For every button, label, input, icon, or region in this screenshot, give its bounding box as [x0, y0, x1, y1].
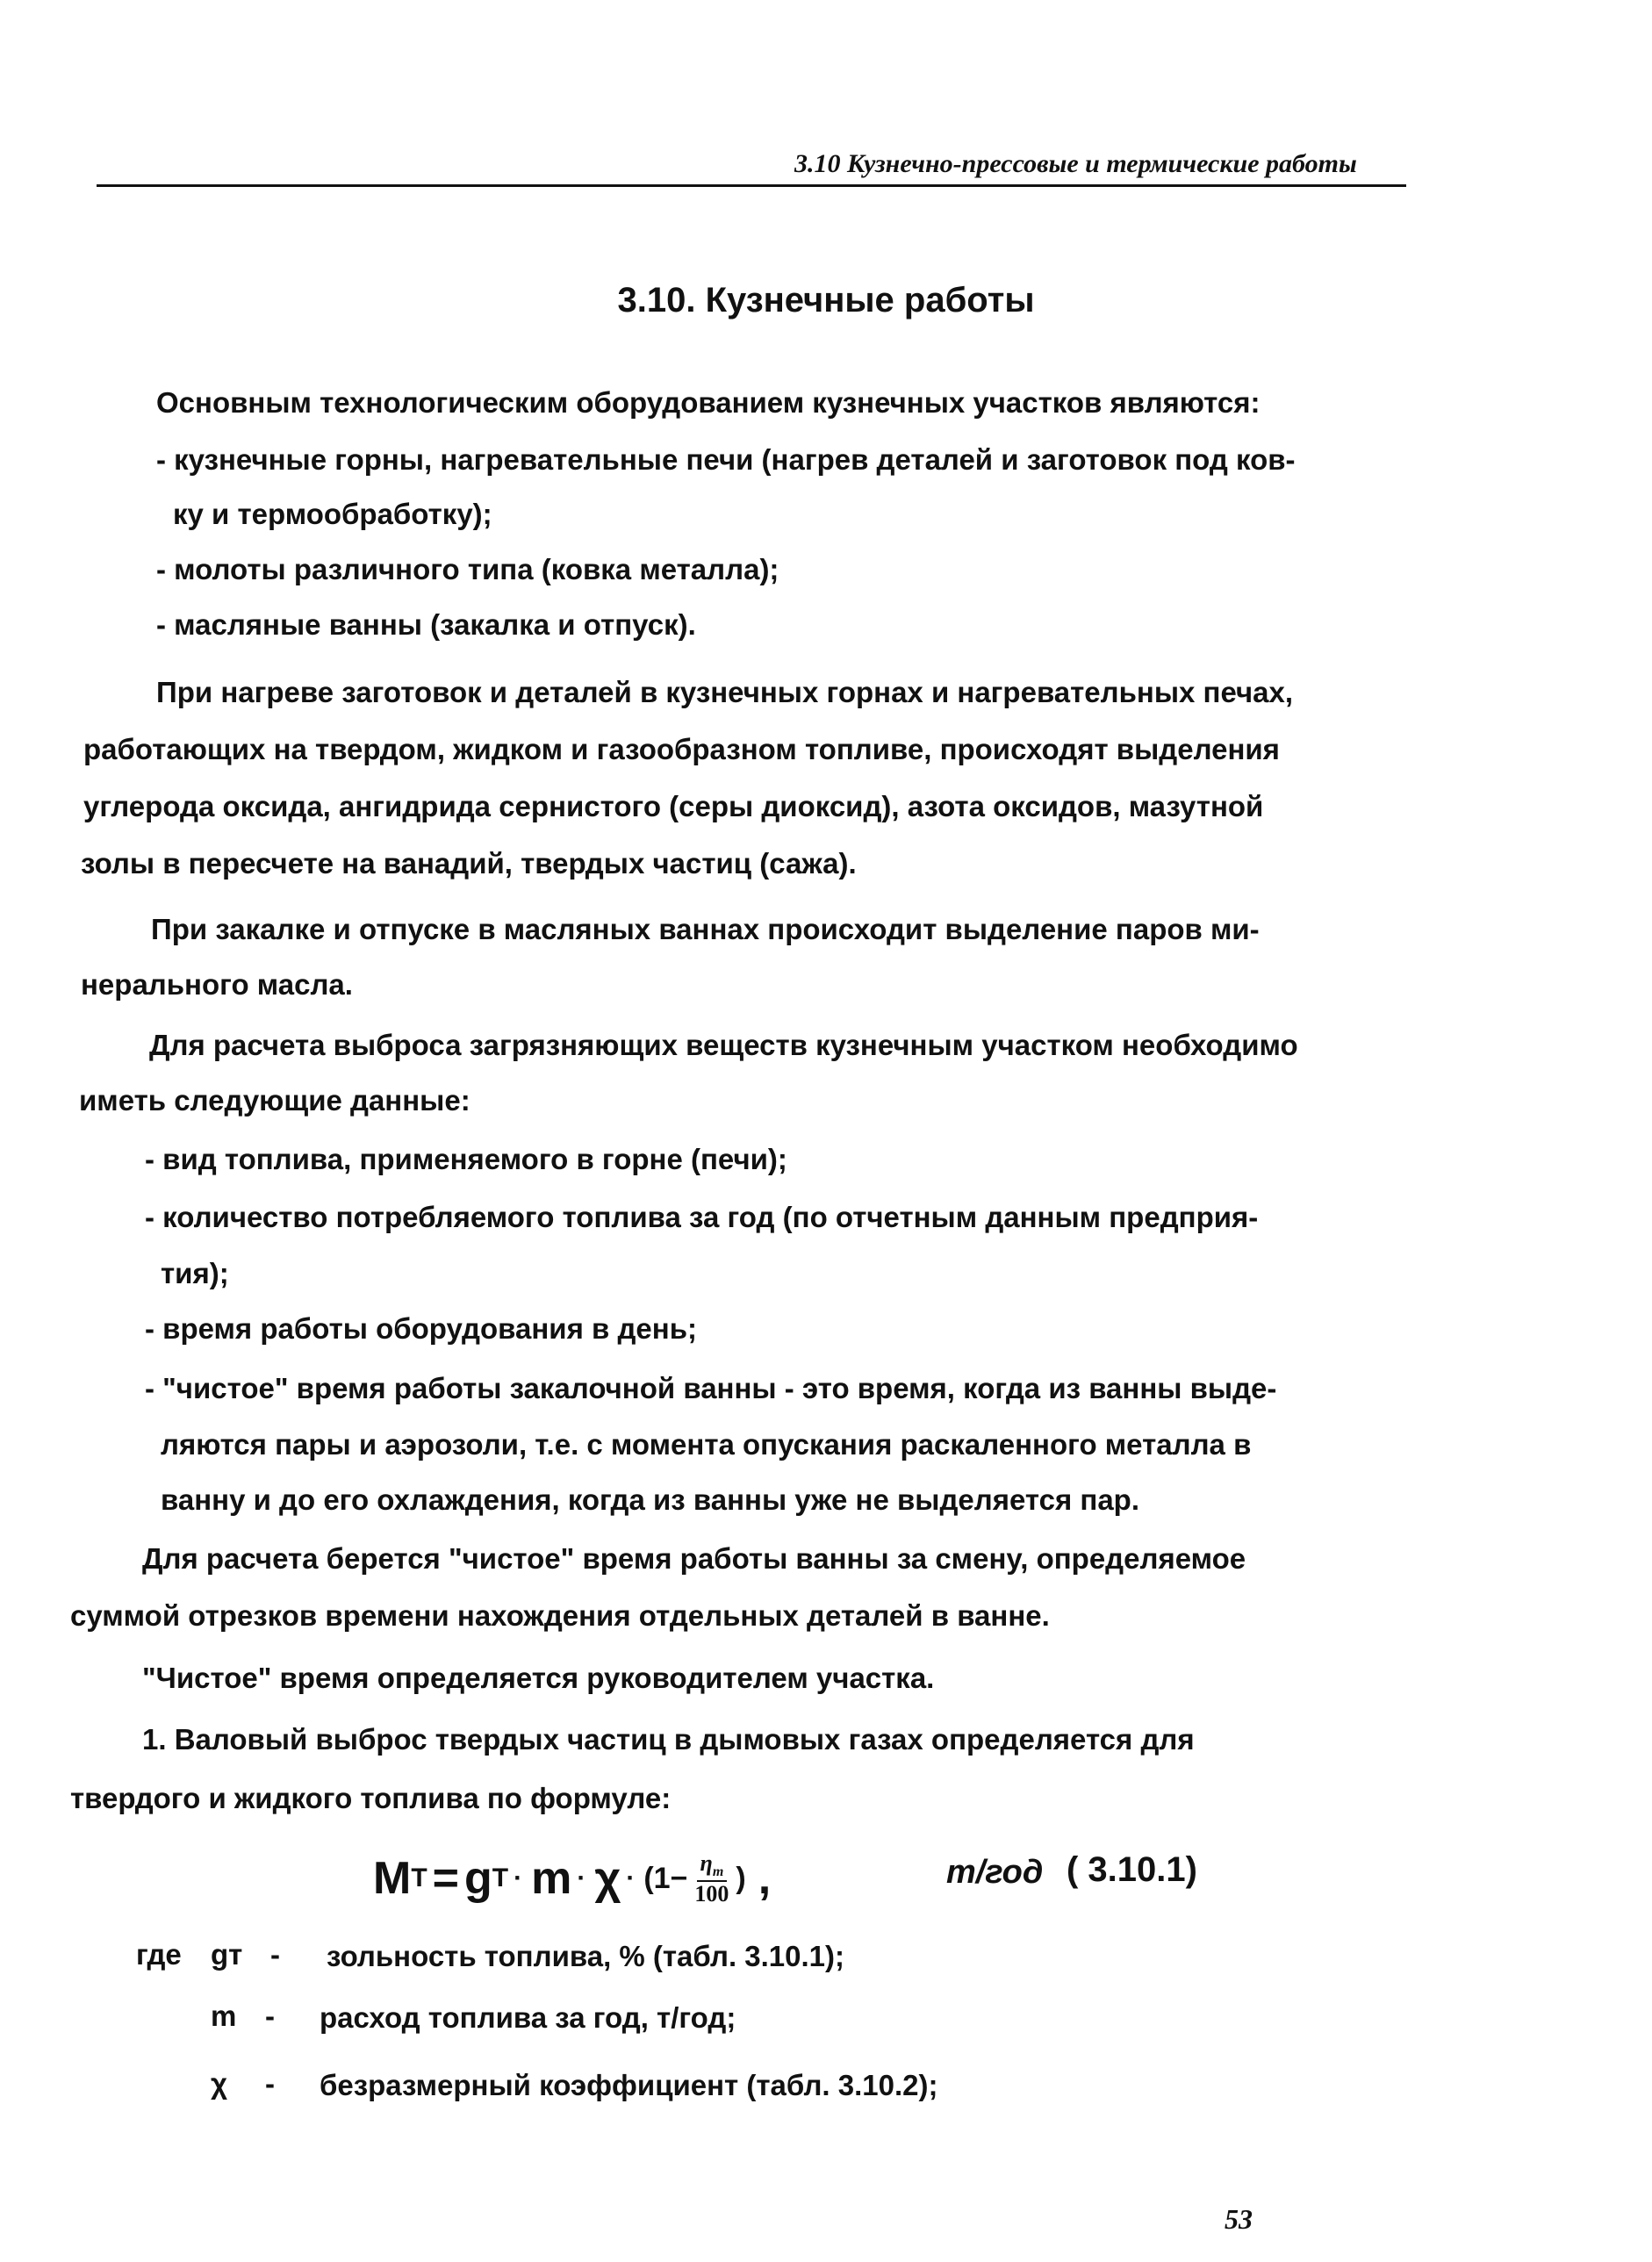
text-line: Для расчета берется "чистое" время работы ванны за смену, определяемое: [142, 1542, 1246, 1575]
text-line: Основным технологическим оборудованием кузнечных участков являются:: [156, 386, 1261, 419]
definition-symbol: gт: [211, 1938, 243, 1971]
formula-fraction: [691, 1851, 732, 1906]
text-line: - количество потребляемого топлива за год (по отчетным данным предприя-: [145, 1201, 1259, 1233]
text-line: При нагреве заготовок и деталей в кузнечных горнах и нагревательных печах,: [156, 676, 1294, 708]
fraction-denominator: 100: [694, 1880, 729, 1907]
fraction-numerator: [697, 1851, 728, 1882]
definition-dash: -: [265, 2000, 275, 2032]
text-line: - молоты различного типа (ковка металла);: [156, 553, 779, 585]
text-line: ку и термообработку);: [173, 498, 492, 530]
text-line: иметь следующие данные:: [79, 1084, 470, 1117]
running-header: 3.10 Кузнечно-прессовые и термические работы: [794, 149, 1357, 178]
page-number: 53: [1225, 2203, 1253, 2235]
formula-chi: χ: [594, 1853, 621, 1904]
text-line: - кузнечные горны, нагревательные печи (нагрев деталей и заготовок под ков-: [156, 443, 1296, 476]
formula-paren-close: ): [736, 1861, 746, 1895]
formula-dot-1: ·: [514, 1863, 523, 1892]
definition-text: безразмерный коэффициент (табл. 3.10.2);: [320, 2069, 938, 2101]
formula-dot-2: ·: [577, 1863, 586, 1892]
definition-text: расход топлива за год, т/год;: [320, 2001, 736, 2034]
text-line: - время работы оборудования в день;: [145, 1312, 697, 1345]
formula-lhs: M: [373, 1853, 412, 1904]
formula-3-10-1: [373, 1843, 771, 1914]
formula-g-sub: T: [492, 1863, 509, 1892]
definition-symbol: χ: [211, 2067, 227, 2100]
text-line: золы в пересчете на ванадий, твердых частиц (сажа).: [81, 847, 857, 880]
text-line: твердого и жидкого топлива по формуле:: [70, 1782, 672, 1814]
text-line: - масляные ванны (закалка и отпуск).: [156, 608, 696, 641]
definition-dash: -: [270, 1938, 280, 1971]
formula-comma: ,: [758, 1853, 772, 1904]
text-line: При закалке и отпуске в масляных ваннах происходит выделение паров ми-: [151, 913, 1260, 945]
text-line: ванну и до его охлаждения, когда из ванны уже не выделяется пар.: [161, 1483, 1140, 1516]
formula-m: m: [531, 1853, 572, 1904]
text-line: Для расчета выброса загрязняющих веществ кузнечным участком необходимо: [149, 1029, 1298, 1061]
text-line: ляются пары и аэрозоли, т.е. с момента опускания раскаленного металла в: [161, 1428, 1252, 1461]
text-line: углерода оксида, ангидрида сернистого (серы диоксид), азота оксидов, мазутной: [83, 790, 1264, 822]
formula-g: g: [464, 1853, 492, 1904]
numerator-sub: т: [712, 1864, 724, 1880]
text-line: "Чистое" время определяется руководителем участка.: [142, 1662, 935, 1694]
definition-symbol: m: [211, 2000, 237, 2032]
formula-number: ( 3.10.1): [1067, 1850, 1197, 1889]
text-line: - "чистое" время работы закалочной ванны - это время, когда из ванны выде-: [145, 1372, 1277, 1404]
formula-unit: т/год: [946, 1854, 1044, 1891]
definition-dash: -: [265, 2067, 275, 2100]
text-line: - вид топлива, применяемого в горне (печи);: [145, 1143, 787, 1175]
text-line: нерального масла.: [81, 968, 353, 1001]
formula-lhs-sub: T: [411, 1863, 427, 1892]
text-line: тия);: [161, 1257, 229, 1289]
text-line: 1. Валовый выброс твердых частиц в дымовых газах определяется для: [142, 1723, 1195, 1756]
formula-dot-3: ·: [626, 1863, 636, 1892]
formula-paren-open: (1−: [643, 1861, 688, 1895]
formula-eq: =: [432, 1853, 460, 1904]
text-line: работающих на твердом, жидком и газообразном топливе, происходят выделения: [83, 733, 1280, 765]
section-heading: 3.10. Кузнечные работы: [617, 281, 1035, 320]
text-line: суммой отрезков времени нахождения отдельных деталей в ванне.: [70, 1599, 1050, 1632]
definition-prefix: где: [136, 1938, 182, 1971]
definition-text: зольность топлива, % (табл. 3.10.1);: [327, 1940, 845, 1972]
numerator-eta: η: [700, 1849, 713, 1876]
header-rule: [97, 184, 1406, 187]
